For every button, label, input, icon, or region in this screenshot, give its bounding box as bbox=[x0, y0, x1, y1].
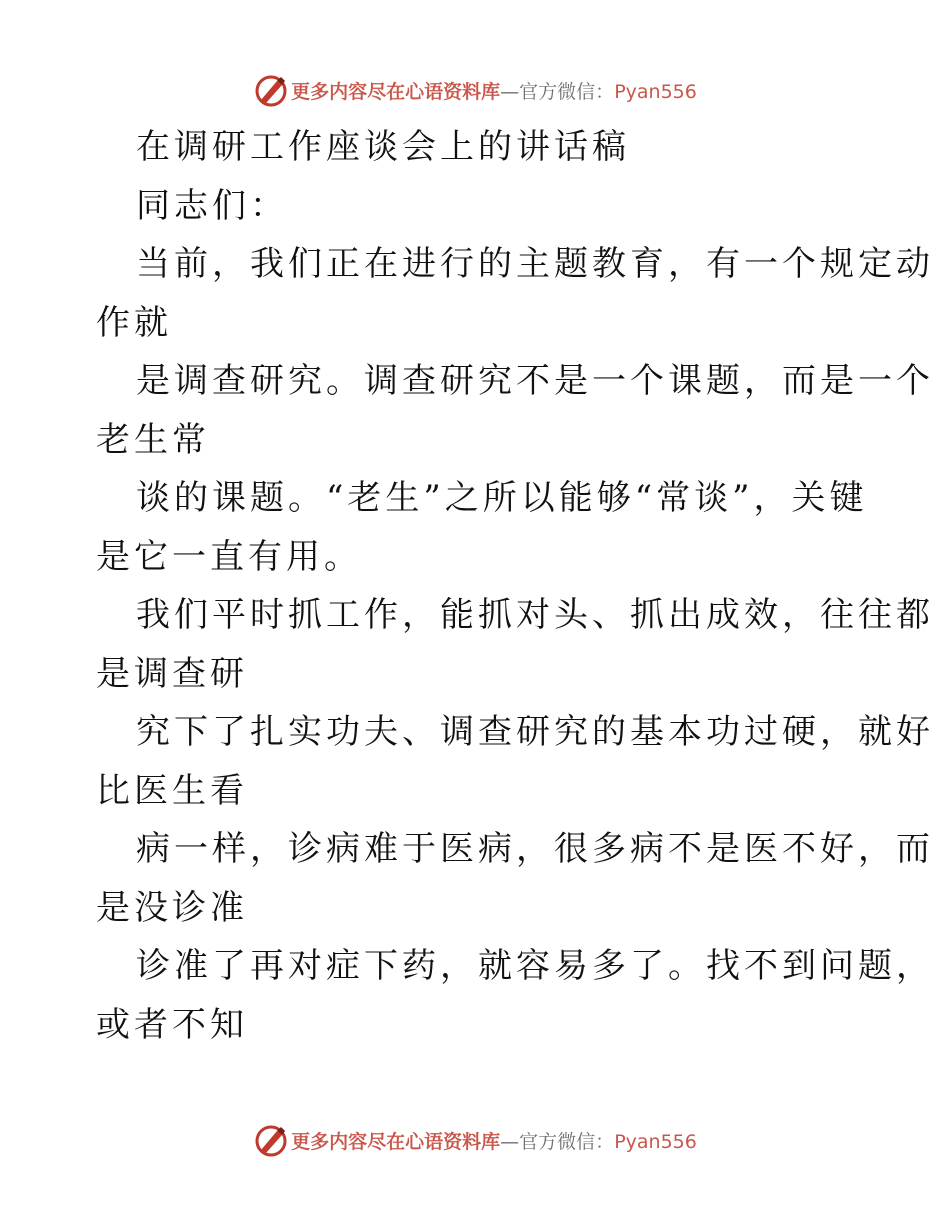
header-banner-id: Pyan556 bbox=[614, 80, 697, 103]
paragraph-line: 比医生看 bbox=[96, 770, 248, 811]
header-banner-text bbox=[291, 77, 697, 104]
footer-banner-id: Pyan556 bbox=[614, 1130, 697, 1153]
header-banner-sep: —官方微信： bbox=[500, 80, 615, 103]
paragraph-line: 是调查研究。调查研究不是一个课题，而是一个 bbox=[136, 361, 934, 401]
paragraph-line: 老生常 bbox=[96, 419, 210, 460]
footer-banner-text bbox=[291, 1127, 697, 1154]
pen-seal-icon bbox=[253, 1122, 289, 1158]
paragraph-line: 我们平时抓工作，能抓对头、抓出成效，往往都 bbox=[136, 595, 934, 635]
paragraph-line: 是它一直有用。 bbox=[96, 536, 362, 577]
paragraph-line: 作就 bbox=[96, 302, 172, 343]
document-body bbox=[96, 118, 934, 1054]
paragraph-line: 诊准了再对症下药，就容易多了。找不到问题， bbox=[136, 946, 934, 986]
paragraph-line: 是调查研 bbox=[96, 653, 248, 694]
paragraph-line: 病一样，诊病难于医病，很多病不是医不好，而 bbox=[136, 829, 934, 869]
salutation: 同志们： bbox=[136, 185, 288, 226]
footer-banner-sep: —官方微信： bbox=[500, 1130, 615, 1153]
header-banner-main: 更多内容尽在心语资料库 bbox=[291, 80, 501, 103]
paragraph-line: 是没诊准 bbox=[96, 887, 248, 928]
paragraph-line: 或者不知 bbox=[96, 1004, 248, 1045]
document-title: 在调研工作座谈会上的讲话稿 bbox=[136, 127, 630, 167]
footer-banner-main: 更多内容尽在心语资料库 bbox=[291, 1130, 501, 1153]
paragraph-line: 当前，我们正在进行的主题教育，有一个规定动 bbox=[136, 244, 934, 284]
paragraph-line: 究下了扎实功夫、调查研究的基本功过硬，就好 bbox=[136, 712, 934, 752]
footer-banner bbox=[0, 1120, 950, 1160]
paragraph-line: 谈的课题。“老生”之所以能够“常谈”，关键 bbox=[136, 478, 868, 518]
header-banner bbox=[0, 70, 950, 110]
pen-seal-icon bbox=[253, 72, 289, 108]
